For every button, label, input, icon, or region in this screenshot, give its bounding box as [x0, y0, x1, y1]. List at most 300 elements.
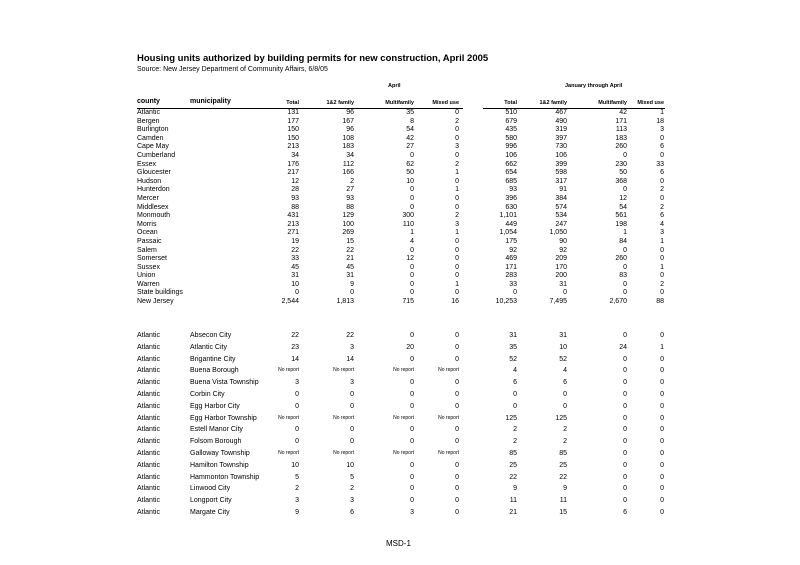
table-row	[0, 255, 800, 264]
value-cell: 1	[455, 186, 459, 194]
county-cell: Atlantic	[137, 414, 160, 422]
value-cell: 6	[563, 379, 567, 387]
value-cell: 0	[623, 289, 627, 297]
value-cell: 0	[660, 390, 664, 398]
value-cell: 0	[350, 426, 354, 434]
value-cell: 534	[555, 212, 567, 220]
value-cell: 93	[509, 186, 517, 194]
value-cell: 2	[455, 212, 459, 220]
value-cell: 213	[287, 143, 299, 151]
value-cell: 0	[513, 289, 517, 297]
value-cell: 0	[563, 402, 567, 410]
value-cell: 0	[563, 289, 567, 297]
value-cell: 0	[660, 426, 664, 434]
value-cell: 0	[563, 390, 567, 398]
value-cell: 3	[350, 343, 354, 351]
value-cell: 9	[295, 508, 299, 516]
value-cell: 0	[410, 263, 414, 271]
value-cell: 2	[660, 203, 664, 211]
value-cell: 2	[350, 177, 354, 185]
value-cell: 630	[505, 203, 517, 211]
value-cell: 50	[406, 169, 414, 177]
value-cell: 1,054	[499, 229, 517, 237]
value-cell: 0	[410, 289, 414, 297]
value-cell: No report	[278, 414, 299, 421]
county-cell: Sussex	[137, 263, 160, 271]
value-cell: 25	[509, 461, 517, 469]
value-cell: 0	[455, 151, 459, 159]
group-header-april: April	[388, 83, 401, 89]
value-cell: 92	[559, 246, 567, 254]
value-cell: 0	[410, 186, 414, 194]
value-cell: 24	[619, 343, 627, 351]
value-cell: 0	[660, 414, 664, 422]
value-cell: 108	[342, 134, 354, 142]
value-cell: 6	[623, 508, 627, 516]
value-cell: 0	[660, 255, 664, 263]
value-cell: 9	[350, 280, 354, 288]
value-cell: 0	[455, 332, 459, 339]
table-row	[0, 126, 800, 135]
value-cell: 3	[410, 508, 414, 516]
value-cell: 93	[291, 194, 299, 202]
county-cell: Cape May	[137, 143, 169, 151]
value-cell: 183	[615, 134, 627, 142]
value-cell: 42	[406, 134, 414, 142]
value-cell: 50	[619, 169, 627, 177]
value-cell: 0	[660, 289, 664, 297]
value-cell: 0	[410, 390, 414, 398]
value-cell: 10	[559, 343, 567, 351]
value-cell: 431	[287, 212, 299, 220]
county-cell: Atlantic	[137, 355, 160, 363]
value-cell: No report	[438, 414, 459, 421]
value-cell: 25	[559, 461, 567, 469]
value-cell: 34	[346, 151, 354, 159]
value-cell: 3	[660, 229, 664, 237]
value-cell: 0	[455, 255, 459, 263]
county-cell: Warren	[137, 280, 160, 288]
value-cell: 396	[505, 194, 517, 202]
table-row	[0, 365, 800, 377]
value-cell: 113	[615, 126, 627, 134]
county-cell: Monmouth	[137, 212, 171, 220]
value-cell: 0	[455, 379, 459, 387]
value-cell: 2	[660, 186, 664, 194]
value-cell: 0	[455, 246, 459, 254]
value-cell: 0	[455, 134, 459, 142]
value-cell: 1	[455, 169, 459, 177]
value-cell: 269	[342, 229, 354, 237]
value-cell: 85	[509, 449, 517, 457]
value-cell: No report	[278, 367, 299, 374]
county-cell: Salem	[137, 246, 157, 254]
county-cell: Atlantic	[137, 485, 160, 493]
value-cell: 1	[455, 280, 459, 288]
value-cell: 0	[455, 355, 459, 363]
value-cell: 0	[660, 497, 664, 505]
value-cell: 18	[656, 117, 664, 125]
value-cell: 83	[619, 272, 627, 280]
municipality-cell: Buena Borough	[190, 367, 239, 375]
value-cell: 14	[346, 355, 354, 363]
value-cell: 0	[660, 402, 664, 410]
municipality-cell: Hammonton Township	[190, 473, 260, 481]
municipality-cell: Linwood City	[190, 485, 231, 493]
county-cell: Atlantic	[137, 390, 160, 398]
value-cell: 0	[295, 390, 299, 398]
value-cell: 0	[410, 402, 414, 410]
value-cell: 0	[660, 473, 664, 481]
value-cell: No report	[438, 449, 459, 456]
value-cell: 54	[406, 126, 414, 134]
value-cell: No report	[333, 367, 354, 374]
table-row	[0, 289, 800, 298]
value-cell: 574	[555, 203, 567, 211]
value-cell: 88	[291, 203, 299, 211]
value-cell: 0	[410, 280, 414, 288]
county-cell: Camden	[137, 134, 164, 142]
value-cell: 16	[451, 298, 459, 306]
table-row	[0, 143, 800, 152]
value-cell: 0	[660, 194, 664, 202]
value-cell: 0	[455, 289, 459, 297]
value-cell: 12	[406, 255, 414, 263]
value-cell: 213	[287, 220, 299, 228]
value-cell: 0	[350, 289, 354, 297]
table-row	[0, 483, 800, 495]
county-cell: Atlantic	[137, 438, 160, 446]
value-cell: 0	[660, 508, 664, 516]
value-cell: 490	[555, 117, 567, 125]
value-cell: 28	[291, 186, 299, 194]
value-cell: 469	[505, 255, 517, 263]
value-cell: 0	[455, 508, 459, 516]
group-header-jan-apr: January through April	[565, 83, 623, 89]
value-cell: 580	[505, 134, 517, 142]
table-row	[0, 178, 800, 187]
value-cell: No report	[393, 414, 414, 421]
value-cell: 0	[410, 246, 414, 254]
table-row	[0, 436, 800, 448]
municipality-table	[0, 330, 800, 519]
value-cell: 106	[555, 151, 567, 159]
value-cell: 15	[346, 237, 354, 245]
county-cell: State buildings	[137, 289, 183, 297]
col-header-municipality: municipality	[190, 98, 231, 105]
value-cell: 6	[660, 212, 664, 220]
value-cell: 397	[555, 134, 567, 142]
municipality-cell: Egg Harbor City	[190, 402, 240, 410]
county-cell: Atlantic	[137, 508, 160, 516]
value-cell: 176	[287, 160, 299, 168]
value-cell: 10,253	[495, 298, 517, 306]
value-cell: 96	[346, 126, 354, 134]
municipality-cell: Hamilton Township	[190, 461, 249, 469]
value-cell: 4	[660, 220, 664, 228]
value-cell: 54	[619, 203, 627, 211]
value-cell: 0	[410, 438, 414, 446]
value-cell: 177	[287, 117, 299, 125]
value-cell: No report	[333, 449, 354, 456]
value-cell: 0	[513, 390, 517, 398]
county-cell: Atlantic	[137, 343, 160, 351]
value-cell: 2	[563, 426, 567, 434]
value-cell: 0	[295, 289, 299, 297]
value-cell: 3	[295, 497, 299, 505]
value-cell: 125	[555, 414, 567, 422]
value-cell: 679	[505, 117, 517, 125]
value-cell: 1	[455, 229, 459, 237]
table-row	[0, 212, 800, 221]
value-cell: 27	[346, 186, 354, 194]
value-cell: 35	[509, 343, 517, 351]
municipality-cell: Brigantine City	[190, 355, 236, 363]
value-cell: 9	[563, 485, 567, 493]
value-cell: 171	[615, 117, 627, 125]
table-row	[0, 109, 800, 118]
county-cell: Atlantic	[137, 473, 160, 481]
value-cell: 22	[291, 246, 299, 254]
value-cell: 7,495	[549, 298, 567, 306]
value-cell: 1	[623, 229, 627, 237]
table-row	[0, 135, 800, 144]
value-cell: 0	[410, 194, 414, 202]
table-row	[0, 204, 800, 213]
county-cell: Atlantic	[137, 461, 160, 469]
value-cell: 9	[513, 485, 517, 493]
value-cell: 0	[295, 402, 299, 410]
value-cell: 2	[513, 426, 517, 434]
table-row	[0, 238, 800, 247]
county-cell: Morris	[137, 220, 157, 228]
value-cell: 0	[623, 438, 627, 446]
value-cell: 319	[555, 126, 567, 134]
value-cell: 0	[660, 246, 664, 254]
value-cell: No report	[438, 367, 459, 374]
value-cell: 685	[505, 177, 517, 185]
value-cell: 2	[350, 485, 354, 493]
value-cell: 31	[291, 272, 299, 280]
value-cell: 22	[509, 473, 517, 481]
value-cell: 0	[513, 402, 517, 410]
value-cell: 0	[350, 402, 354, 410]
value-cell: 4	[410, 237, 414, 245]
table-row	[0, 152, 800, 161]
value-cell: 449	[505, 220, 517, 228]
table-row	[0, 298, 800, 307]
value-cell: 0	[660, 485, 664, 493]
value-cell: 230	[615, 160, 627, 168]
municipality-cell: Longport City	[190, 497, 232, 505]
county-cell: Ocean	[137, 229, 158, 237]
table-row	[0, 186, 800, 195]
table-row	[0, 401, 800, 413]
col-header-april-multifamily: Multifamily	[385, 100, 414, 106]
county-cell: Middlesex	[137, 203, 169, 211]
table-row	[0, 389, 800, 401]
value-cell: 21	[509, 508, 517, 516]
value-cell: 4	[513, 367, 517, 375]
page-title: Housing units authorized by building permits for new construction, April 2005	[137, 53, 489, 64]
value-cell: 33	[509, 280, 517, 288]
value-cell: 110	[402, 220, 414, 228]
col-header-april-12family: 1&2 family	[326, 100, 354, 106]
value-cell: 11	[509, 497, 517, 505]
value-cell: 3	[295, 379, 299, 387]
value-cell: 3	[455, 143, 459, 151]
value-cell: 62	[406, 160, 414, 168]
table-row	[0, 354, 800, 366]
value-cell: 52	[559, 355, 567, 363]
value-cell: 88	[656, 298, 664, 306]
municipality-cell: Egg Harbor Township	[190, 414, 257, 422]
value-cell: 2,670	[609, 298, 627, 306]
value-cell: 2	[455, 160, 459, 168]
value-cell: 31	[559, 280, 567, 288]
value-cell: 0	[410, 379, 414, 387]
value-cell: 0	[410, 485, 414, 493]
value-cell: 88	[346, 203, 354, 211]
value-cell: 2	[513, 438, 517, 446]
value-cell: No report	[393, 449, 414, 456]
value-cell: 0	[623, 473, 627, 481]
value-cell: 0	[660, 177, 664, 185]
value-cell: 6	[350, 508, 354, 516]
value-cell: 10	[291, 461, 299, 469]
value-cell: 8	[410, 117, 414, 125]
county-cell: Atlantic	[137, 109, 160, 116]
value-cell: 6	[660, 169, 664, 177]
county-cell: Bergen	[137, 117, 160, 125]
value-cell: 0	[455, 237, 459, 245]
value-cell: 0	[660, 355, 664, 363]
value-cell: 11	[559, 497, 567, 505]
value-cell: 0	[410, 151, 414, 159]
value-cell: 317	[555, 177, 567, 185]
value-cell: 42	[619, 109, 627, 116]
value-cell: 0	[623, 332, 627, 339]
table-row	[0, 413, 800, 425]
value-cell: 2	[660, 280, 664, 288]
value-cell: 0	[623, 186, 627, 194]
table-row	[0, 118, 800, 127]
county-cell: Mercer	[137, 194, 159, 202]
county-cell: Gloucester	[137, 169, 171, 177]
value-cell: 399	[555, 160, 567, 168]
value-cell: 1,813	[336, 298, 354, 306]
municipality-cell: Galloway Township	[190, 449, 250, 457]
value-cell: 0	[660, 449, 664, 457]
value-cell: 0	[660, 272, 664, 280]
value-cell: No report	[393, 367, 414, 374]
value-cell: 247	[555, 220, 567, 228]
value-cell: 12	[619, 194, 627, 202]
municipality-cell: Atlantic City	[190, 343, 227, 351]
value-cell: 129	[342, 212, 354, 220]
value-cell: 0	[623, 414, 627, 422]
municipality-cell: Estell Manor City	[190, 426, 243, 434]
value-cell: 0	[410, 461, 414, 469]
table-row	[0, 460, 800, 472]
value-cell: 0	[455, 194, 459, 202]
value-cell: 0	[455, 263, 459, 271]
value-cell: 1,101	[499, 212, 517, 220]
value-cell: 0	[410, 473, 414, 481]
value-cell: 271	[287, 229, 299, 237]
value-cell: 35	[406, 109, 414, 116]
value-cell: 22	[346, 332, 354, 339]
value-cell: 31	[346, 272, 354, 280]
value-cell: 3	[455, 220, 459, 228]
value-cell: 0	[455, 402, 459, 410]
value-cell: 2	[295, 485, 299, 493]
value-cell: 2,544	[281, 298, 299, 306]
value-cell: 150	[287, 134, 299, 142]
table-row	[0, 169, 800, 178]
col-header-ytd-multifamily: Multifamily	[598, 100, 627, 106]
value-cell: 510	[505, 109, 517, 116]
value-cell: 19	[291, 237, 299, 245]
value-cell: 0	[623, 246, 627, 254]
table-row	[0, 272, 800, 281]
table-row	[0, 161, 800, 170]
value-cell: 96	[346, 109, 354, 116]
value-cell: 2	[455, 117, 459, 125]
value-cell: 654	[505, 169, 517, 177]
value-cell: 1,050	[549, 229, 567, 237]
county-cell: New Jersey	[137, 298, 174, 306]
value-cell: 0	[623, 485, 627, 493]
value-cell: 217	[287, 169, 299, 177]
value-cell: 0	[455, 473, 459, 481]
value-cell: 0	[660, 134, 664, 142]
value-cell: 200	[555, 272, 567, 280]
value-cell: 3	[350, 379, 354, 387]
table-row	[0, 281, 800, 290]
value-cell: 0	[455, 438, 459, 446]
county-cell: Essex	[137, 160, 157, 168]
value-cell: 171	[505, 263, 517, 271]
value-cell: 3	[660, 126, 664, 134]
value-cell: 2	[563, 438, 567, 446]
table-row	[0, 342, 800, 354]
value-cell: 368	[615, 177, 627, 185]
value-cell: 0	[623, 280, 627, 288]
municipality-cell: Corbin City	[190, 390, 225, 398]
value-cell: 112	[342, 160, 354, 168]
value-cell: 0	[455, 126, 459, 134]
value-cell: 10	[346, 461, 354, 469]
table-row	[0, 507, 800, 519]
value-cell: 0	[295, 426, 299, 434]
value-cell: 730	[555, 143, 567, 151]
value-cell: 209	[555, 255, 567, 263]
col-header-april-mixed: Mixed use	[432, 100, 459, 106]
value-cell: 5	[350, 473, 354, 481]
value-cell: 0	[660, 438, 664, 446]
value-cell: 0	[623, 426, 627, 434]
value-cell: 561	[615, 212, 627, 220]
table-row	[0, 330, 800, 342]
value-cell: 1	[660, 109, 664, 116]
value-cell: 33	[656, 160, 664, 168]
value-cell: 27	[406, 143, 414, 151]
value-cell: 52	[509, 355, 517, 363]
value-cell: 31	[509, 332, 517, 339]
county-table	[0, 109, 800, 307]
municipality-cell: Buena Vista Township	[190, 379, 259, 387]
